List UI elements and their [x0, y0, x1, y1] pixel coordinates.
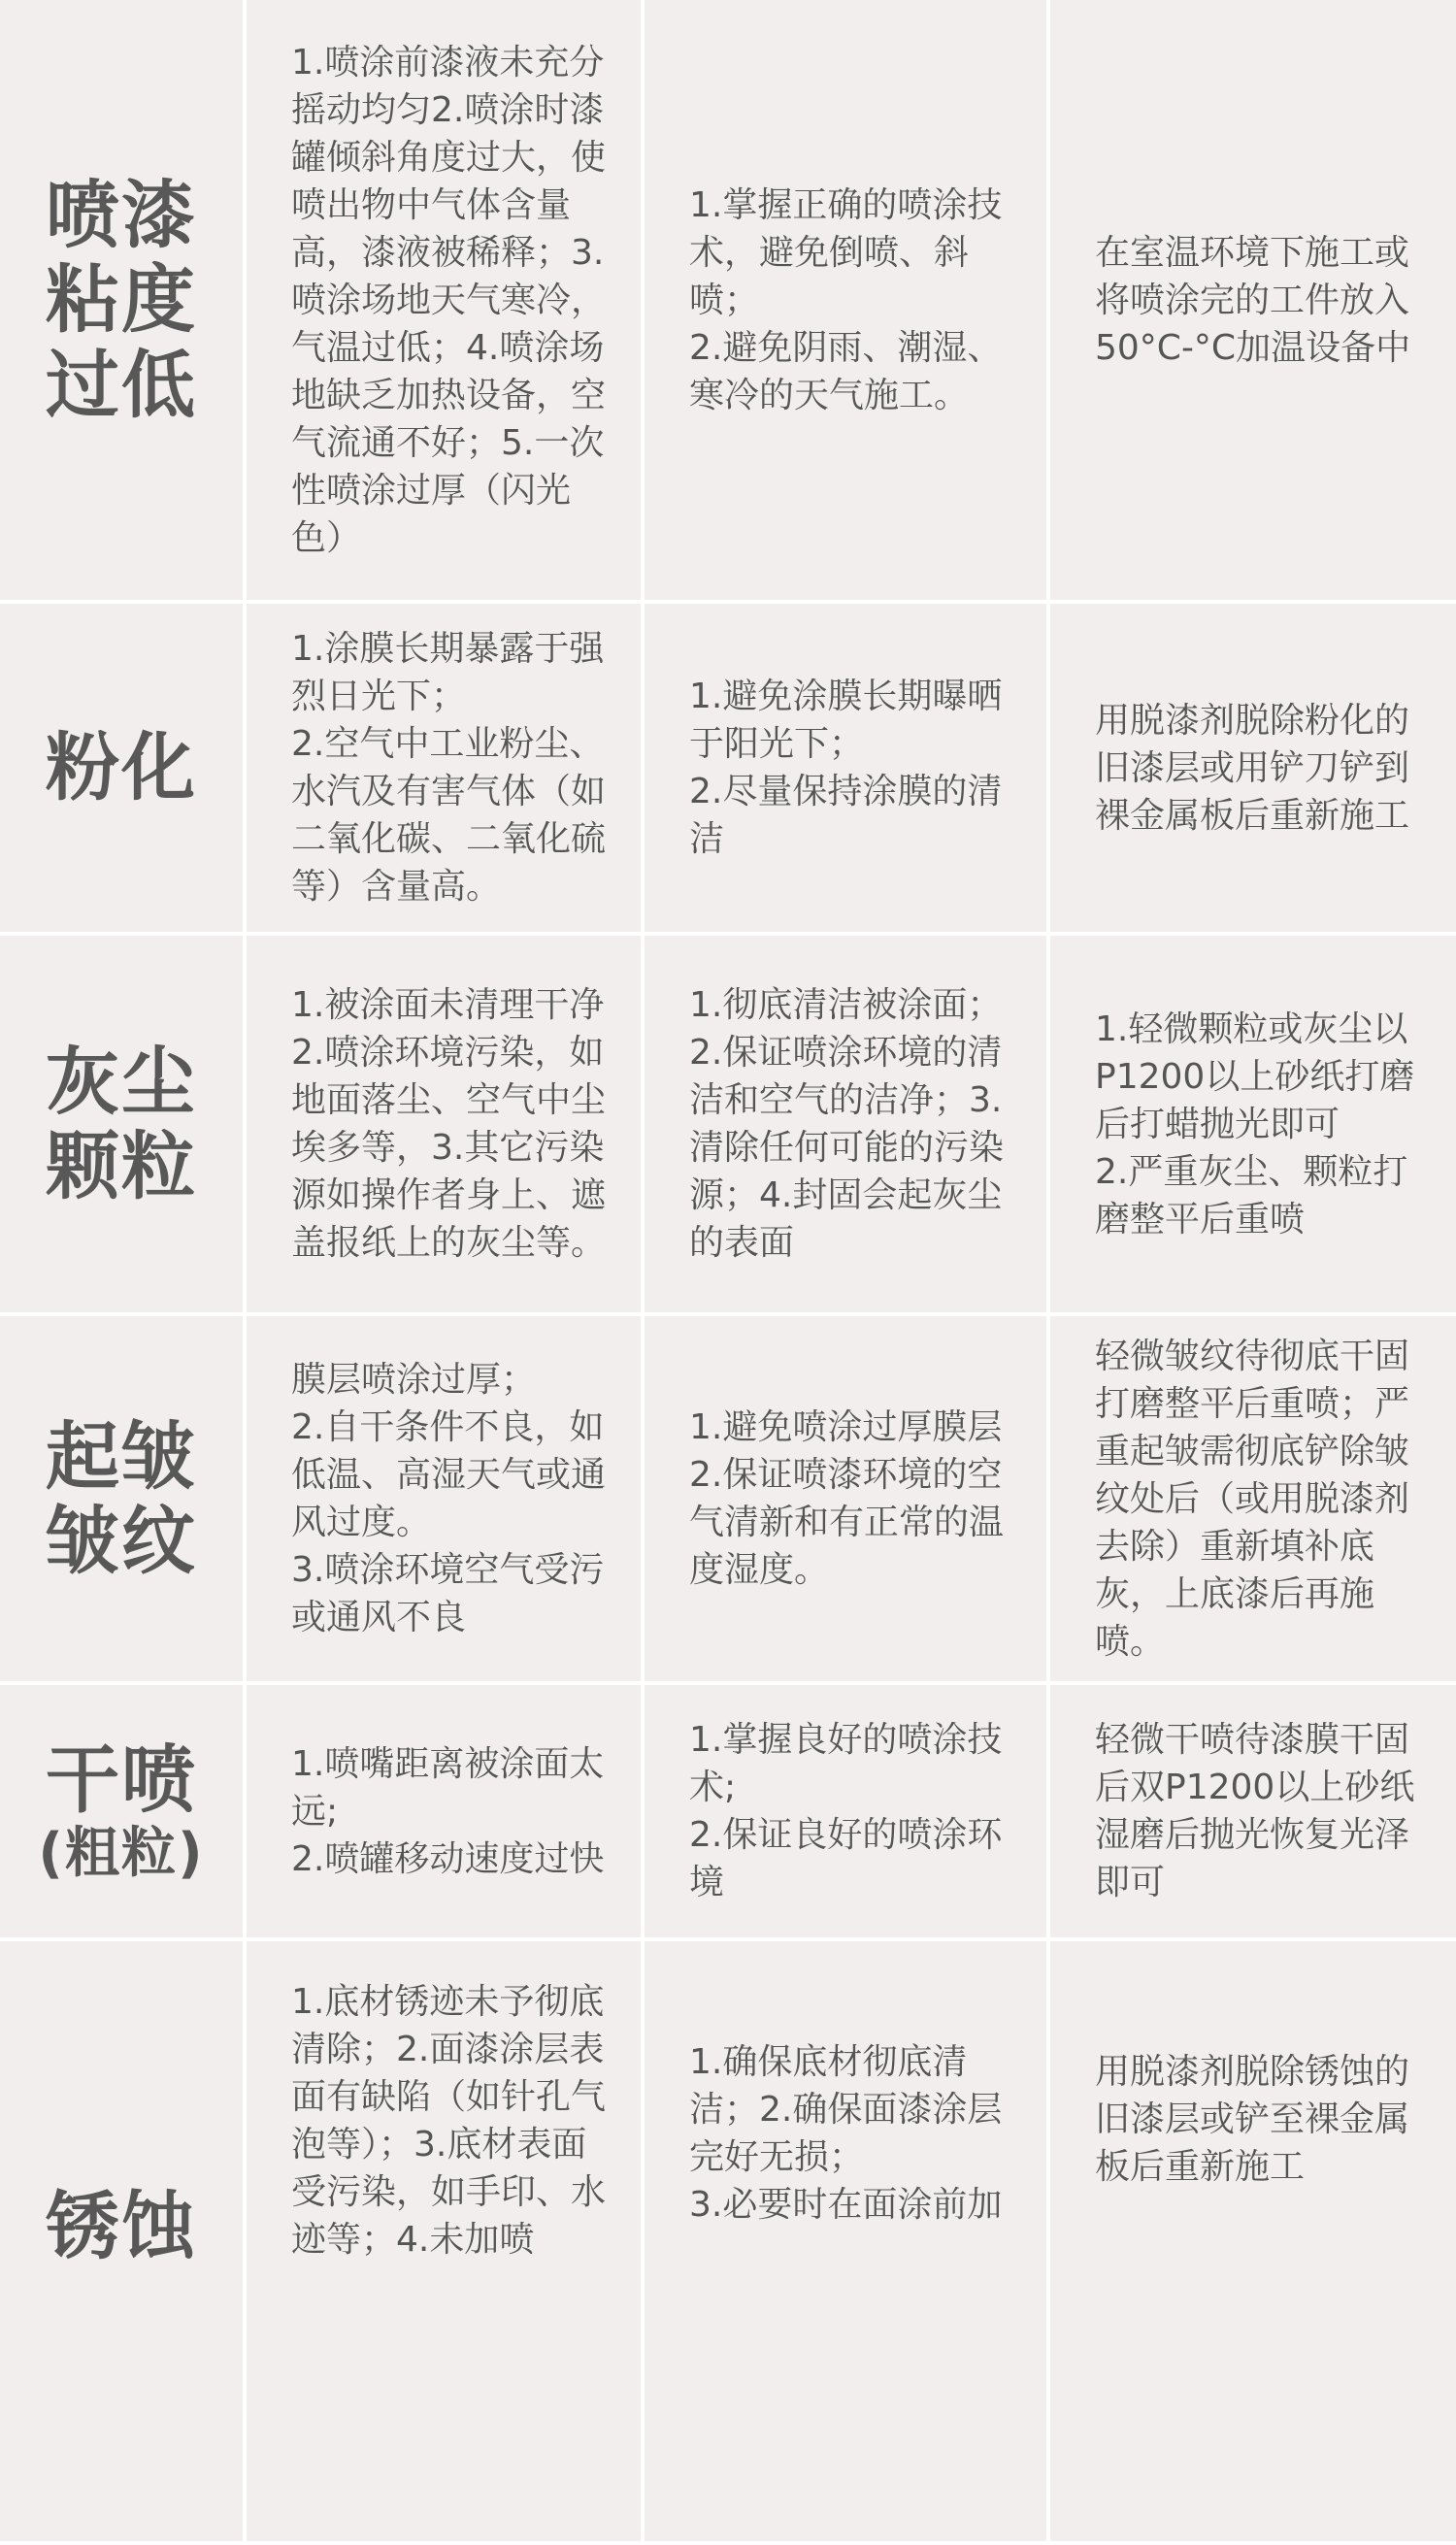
- remedy-cell: 用脱漆剂脱除锈蚀的旧漆层或铲至裸金属板后重新施工: [1050, 1941, 1456, 2545]
- remedy-cell: 在室温环境下施工或将喷涂完的工件放入50°C-°C加温设备中: [1050, 0, 1456, 604]
- remedy-cell: 轻微皱纹待彻底干固打磨整平后重喷；严重起皱需彻底铲除皱纹处后（或用脱漆剂去除）重新填补底灰，上底漆后再施喷。: [1050, 1316, 1456, 1685]
- cause-cell: 1.被涂面未清理干净 2.喷涂环境污染，如地面落尘、空气中尘埃多等，3.其它污染源如操作者身上、遮盖报纸上的灰尘等。: [247, 936, 645, 1316]
- remedy-cell: 1.轻微颗粒或灰尘以P1200以上砂纸打磨后打蜡抛光即可 2.严重灰尘、颗粒打磨整平后重喷: [1050, 936, 1456, 1316]
- remedy-cell: 轻微干喷待漆膜干固后双P1200以上砂纸湿磨后抛光恢复光泽即可: [1050, 1685, 1456, 1941]
- prevention-cell: 1.掌握良好的喷涂技术; 2.保证良好的喷涂环境: [645, 1685, 1050, 1941]
- defect-name: 灰尘 颗粒: [0, 936, 247, 1316]
- prevention-cell: 1.避免涂膜长期曝晒于阳光下； 2.尽量保持涂膜的清洁: [645, 604, 1050, 936]
- cause-cell: 1.喷嘴距离被涂面太远; 2.喷罐移动速度过快: [247, 1685, 645, 1941]
- prevention-cell: 1.避免喷涂过厚膜层 2.保证喷漆环境的空气清新和有正常的温度湿度。: [645, 1316, 1050, 1685]
- prevention-cell: 1.掌握正确的喷涂技术，避免倒喷、斜喷； 2.避免阴雨、潮湿、寒冷的天气施工。: [645, 0, 1050, 604]
- defect-name: 粉化: [0, 604, 247, 936]
- defect-name: 起皱 皱纹: [0, 1316, 247, 1685]
- defect-name: 干喷: [46, 1736, 197, 1824]
- remedy-cell: 用脱漆剂脱除粉化的旧漆层或用铲刀铲到裸金属板后重新施工: [1050, 604, 1456, 936]
- defect-name-sub: (粗粒): [38, 1821, 205, 1885]
- defect-table-row-rust: [0, 1941, 1456, 2545]
- prevention-cell: 1.彻底清洁被涂面； 2.保证喷涂环境的清洁和空气的洁净；3.清除任何可能的污染源；4.封固会起灰尘的表面: [645, 936, 1050, 1316]
- cause-cell: 1.喷涂前漆液未充分摇动均匀2.喷涂时漆罐倾斜角度过大，使喷出物中气体含量高，漆液被稀释；3.喷涂场地天气寒冷，气温过低；4.喷涂场地缺乏加热设备，空气流通不好；5.一次性喷涂过厚（闪光色）: [247, 0, 645, 604]
- cause-cell: 1.涂膜长期暴露于强烈日光下； 2.空气中工业粉尘、水汽及有害气体（如二氧化碳、二氧化硫等）含量高。: [247, 604, 645, 936]
- prevention-cell: 1.确保底材彻底清洁；2.确保面漆涂层完好无损； 3.必要时在面涂前加: [645, 1941, 1050, 2545]
- cause-cell: 膜层喷涂过厚； 2.自干条件不良，如低温、高湿天气或通风过度。 3.喷涂环境空气受污或通风不良: [247, 1316, 645, 1685]
- defect-name: 喷漆 粘度 过低: [0, 0, 247, 604]
- cause-cell: 1.底材锈迹未予彻底清除；2.面漆涂层表面有缺陷（如针孔气泡等）；3.底材表面受污染，如手印、水迹等；4.未加喷: [247, 1941, 645, 2545]
- defect-name-cell: [0, 1685, 247, 1941]
- defect-name: 锈蚀: [0, 1941, 247, 2545]
